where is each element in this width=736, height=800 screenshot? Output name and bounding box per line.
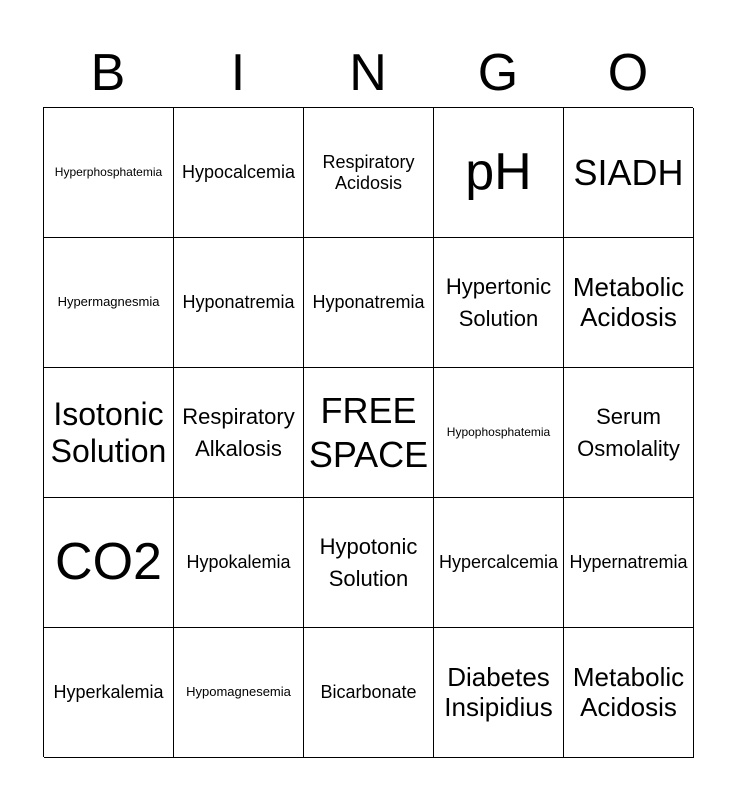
free-space-cell[interactable]: FREE SPACE xyxy=(304,368,434,498)
bingo-cell[interactable]: Hypertonic Solution xyxy=(434,238,564,368)
bingo-cell[interactable]: Hypermagnesmia xyxy=(44,238,174,368)
header-letter-i: I xyxy=(230,44,246,102)
bingo-cell[interactable]: Hypercalcemia xyxy=(434,498,564,628)
bingo-cell[interactable]: Hypotonic Solution xyxy=(304,498,434,628)
bingo-cell[interactable]: Hypocalcemia xyxy=(174,108,304,238)
bingo-cell[interactable]: pH xyxy=(434,108,564,238)
bingo-cell[interactable]: Hyperphosphatemia xyxy=(44,108,174,238)
header-letter-o: O xyxy=(607,44,649,102)
bingo-cell[interactable]: Respiratory Acidosis xyxy=(304,108,434,238)
bingo-cell[interactable]: Hyperkalemia xyxy=(44,628,174,758)
bingo-cell[interactable]: Metabolic Acidosis xyxy=(564,628,694,758)
bingo-cell[interactable]: Hypernatremia xyxy=(564,498,694,628)
bingo-cell[interactable]: Serum Osmolality xyxy=(564,368,694,498)
bingo-cell[interactable]: Isotonic Solution xyxy=(44,368,174,498)
bingo-cell[interactable]: Metabolic Acidosis xyxy=(564,238,694,368)
header-letter-b: B xyxy=(90,44,126,102)
bingo-cell[interactable]: Hyponatremia xyxy=(174,238,304,368)
bingo-cell[interactable]: Hypokalemia xyxy=(174,498,304,628)
bingo-cell[interactable]: CO2 xyxy=(44,498,174,628)
bingo-header xyxy=(43,40,693,106)
bingo-grid xyxy=(43,107,693,757)
bingo-cell[interactable]: Diabetes Insipidius xyxy=(434,628,564,758)
bingo-cell[interactable]: Bicarbonate xyxy=(304,628,434,758)
bingo-cell[interactable]: Respiratory Alkalosis xyxy=(174,368,304,498)
bingo-cell[interactable]: Hyponatremia xyxy=(304,238,434,368)
bingo-cell[interactable]: SIADH xyxy=(564,108,694,238)
header-letter-g: G xyxy=(477,44,519,102)
bingo-cell[interactable]: Hypomagnesemia xyxy=(174,628,304,758)
bingo-cell[interactable]: Hypophosphatemia xyxy=(434,368,564,498)
header-letter-n: N xyxy=(349,44,387,102)
